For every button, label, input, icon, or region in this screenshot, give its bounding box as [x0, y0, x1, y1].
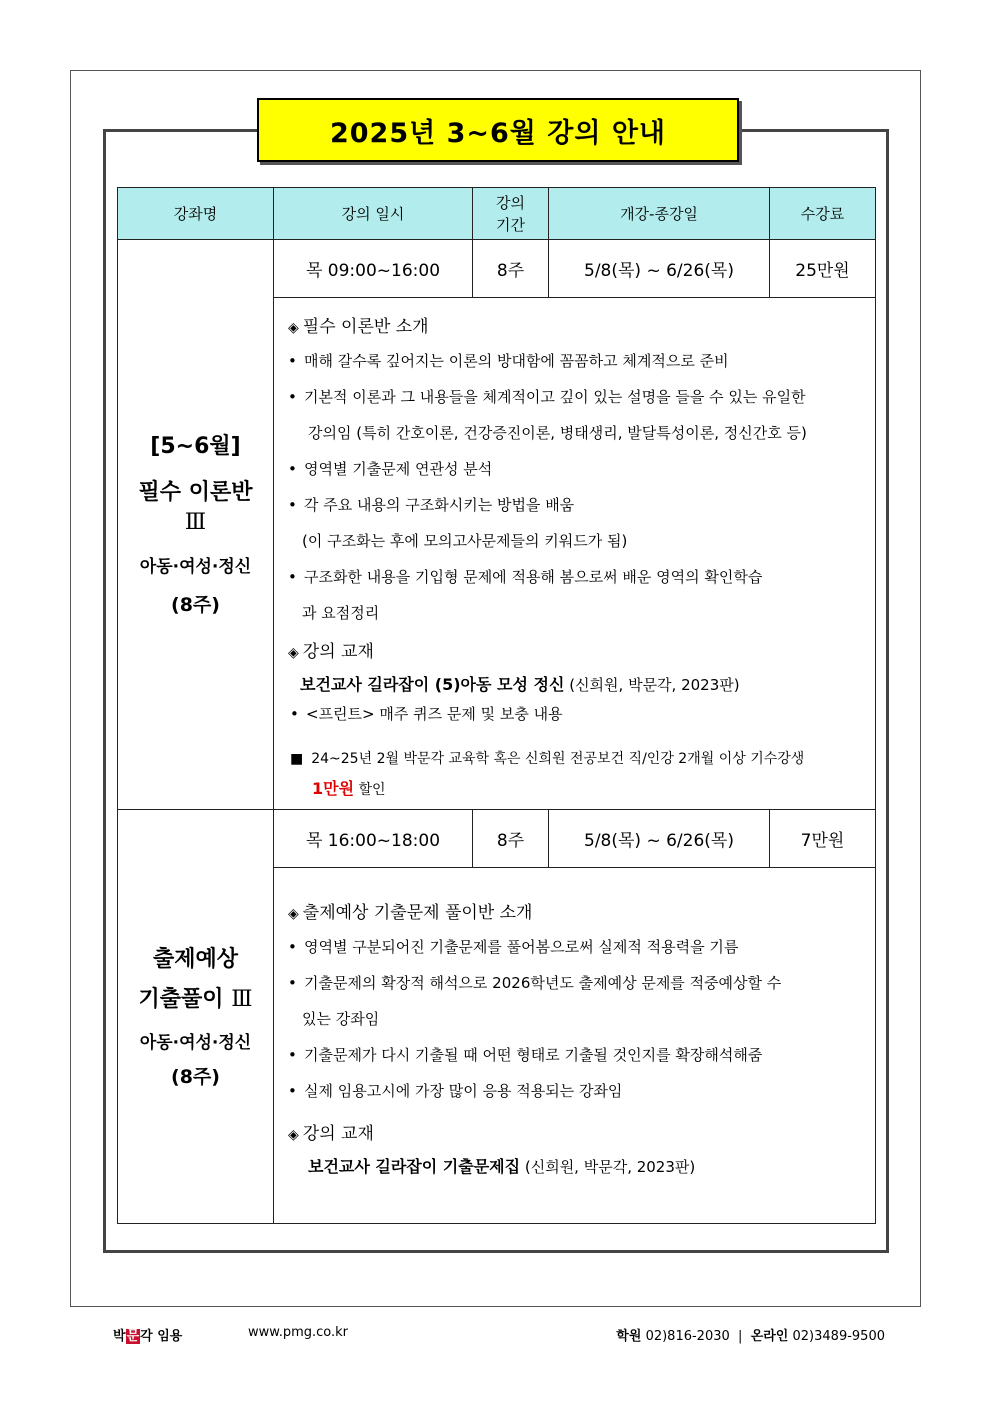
course2-description: [274, 868, 876, 1224]
list-item: • 매해 갈수록 깊어지는 이론의 방대함에 꼼꼼하고 체계적으로 준비: [288, 352, 729, 370]
course1-roman: Ⅲ: [184, 510, 207, 535]
list-item-continuation: 과 요점정리: [302, 604, 380, 622]
course1-weeks: (8주): [171, 594, 220, 616]
list-item: • 구조화한 내용을 기입형 문제에 적용해 봄으로써 배운 영역의 확인학습: [288, 568, 763, 586]
header-row: [118, 188, 876, 240]
course1-name: 필수 이론반: [138, 480, 253, 505]
course2-name-line2: 기출풀이 Ⅲ: [138, 986, 253, 1012]
course1-schedule: 목 09:00~16:00: [274, 240, 473, 298]
diamond-icon: ◈: [288, 906, 299, 922]
diamond-icon: ◈: [288, 320, 299, 336]
list-item: • 영역별 구분되어진 기출문제를 풀어봄으로써 실제적 적용력을 기름: [288, 938, 739, 956]
course2-textbook: 보건교사 길라잡이 기출문제집 (신희원, 박문각, 2023판): [308, 1157, 696, 1176]
course2-period: 8주: [473, 810, 549, 868]
course2-dates: 5/8(목) ~ 6/26(목): [549, 810, 770, 868]
diamond-icon: ◈: [288, 645, 299, 661]
course1-name-cell: [118, 240, 274, 810]
list-item-continuation: 강의임 (특히 간호이론, 건강증진이론, 병태생리, 발달특성이론, 정신간호 등): [308, 424, 807, 442]
course2-name-line1: 출제예상: [152, 946, 238, 972]
course1-description: [274, 298, 876, 810]
header-dates: 개강-종강일: [549, 188, 770, 240]
course2-subject: 아동·여성·정신: [139, 1032, 252, 1053]
header-fee: 수강료: [770, 188, 876, 240]
list-item: • 영역별 기출문제 연관성 분석: [288, 460, 493, 478]
course2-info-row: [118, 810, 876, 868]
course1-fee: 25만원: [770, 240, 876, 298]
website-link[interactable]: www.pmg.co.kr: [248, 1325, 349, 1340]
brand-logo: 박문각 임용: [113, 1329, 183, 1344]
course1-dates: 5/8(목) ~ 6/26(목): [549, 240, 770, 298]
course1-period: 8주: [473, 240, 549, 298]
course2-schedule: 목 16:00~18:00: [274, 810, 473, 868]
list-item: • 각 주요 내용의 구조화시키는 방법을 배움: [288, 496, 575, 514]
course1-discount-note: ■ 24~25년 2월 박문각 교육학 혹은 신희원 전공보건 직/인강 2개월 이상 기수강생: [290, 751, 805, 767]
course2-weeks: (8주): [171, 1065, 220, 1088]
square-bullet-icon: ■: [290, 751, 304, 767]
course2-name-cell: [118, 810, 274, 1224]
header-period: 강의 기간: [473, 188, 549, 240]
header-course-name: 강좌명: [118, 188, 274, 240]
course1-print-note: • <프린트> 매주 퀴즈 문제 및 보충 내용: [290, 705, 563, 723]
course1-discount-amount: 1만원 할인: [312, 779, 386, 798]
course2-book-heading: ◈ 강의 교재: [288, 1124, 374, 1144]
contact-phones: 학원 02)816-2030 | 온라인 02)3489-9500: [616, 1329, 885, 1344]
course2-intro-heading: ◈ 출제예상 기출문제 풀이반 소개: [288, 903, 533, 923]
list-item: • 기본적 이론과 그 내용들을 체계적이고 깊이 있는 설명을 들을 수 있는 유일한: [288, 388, 806, 406]
course1-book-heading: ◈ 강의 교재: [288, 642, 374, 662]
list-item-continuation: (이 구조화는 후에 모의고사문제들의 키워드가 됨): [302, 532, 628, 550]
list-item-continuation: 있는 강좌임: [302, 1010, 380, 1028]
course1-term: [5~6월]: [150, 434, 241, 459]
list-item: • 기출문제의 확장적 해석으로 2026학년도 출제예상 문제를 적중예상할 수: [288, 974, 782, 992]
page-footer: [0, 1325, 992, 1345]
course1-subject: 아동·여성·정신: [139, 557, 252, 577]
course1-intro-heading: ◈ 필수 이론반 소개: [288, 317, 429, 337]
diamond-icon: ◈: [288, 1127, 299, 1143]
list-item: • 실제 임용고시에 가장 많이 응용 적용되는 강좌임: [288, 1082, 623, 1100]
lecture-table: [117, 187, 876, 1224]
course2-fee: 7만원: [770, 810, 876, 868]
course1-textbook: 보건교사 길라잡이 (5)아동 모성 정신 (신희원, 박문각, 2023판): [300, 675, 740, 694]
page-title: 2025년 3~6월 강의 안내: [257, 98, 739, 162]
course1-info-row: [118, 240, 876, 298]
header-schedule: 강의 일시: [274, 188, 473, 240]
list-item: • 기출문제가 다시 기출될 때 어떤 형태로 기출될 것인지를 확장해석해줌: [288, 1046, 763, 1064]
